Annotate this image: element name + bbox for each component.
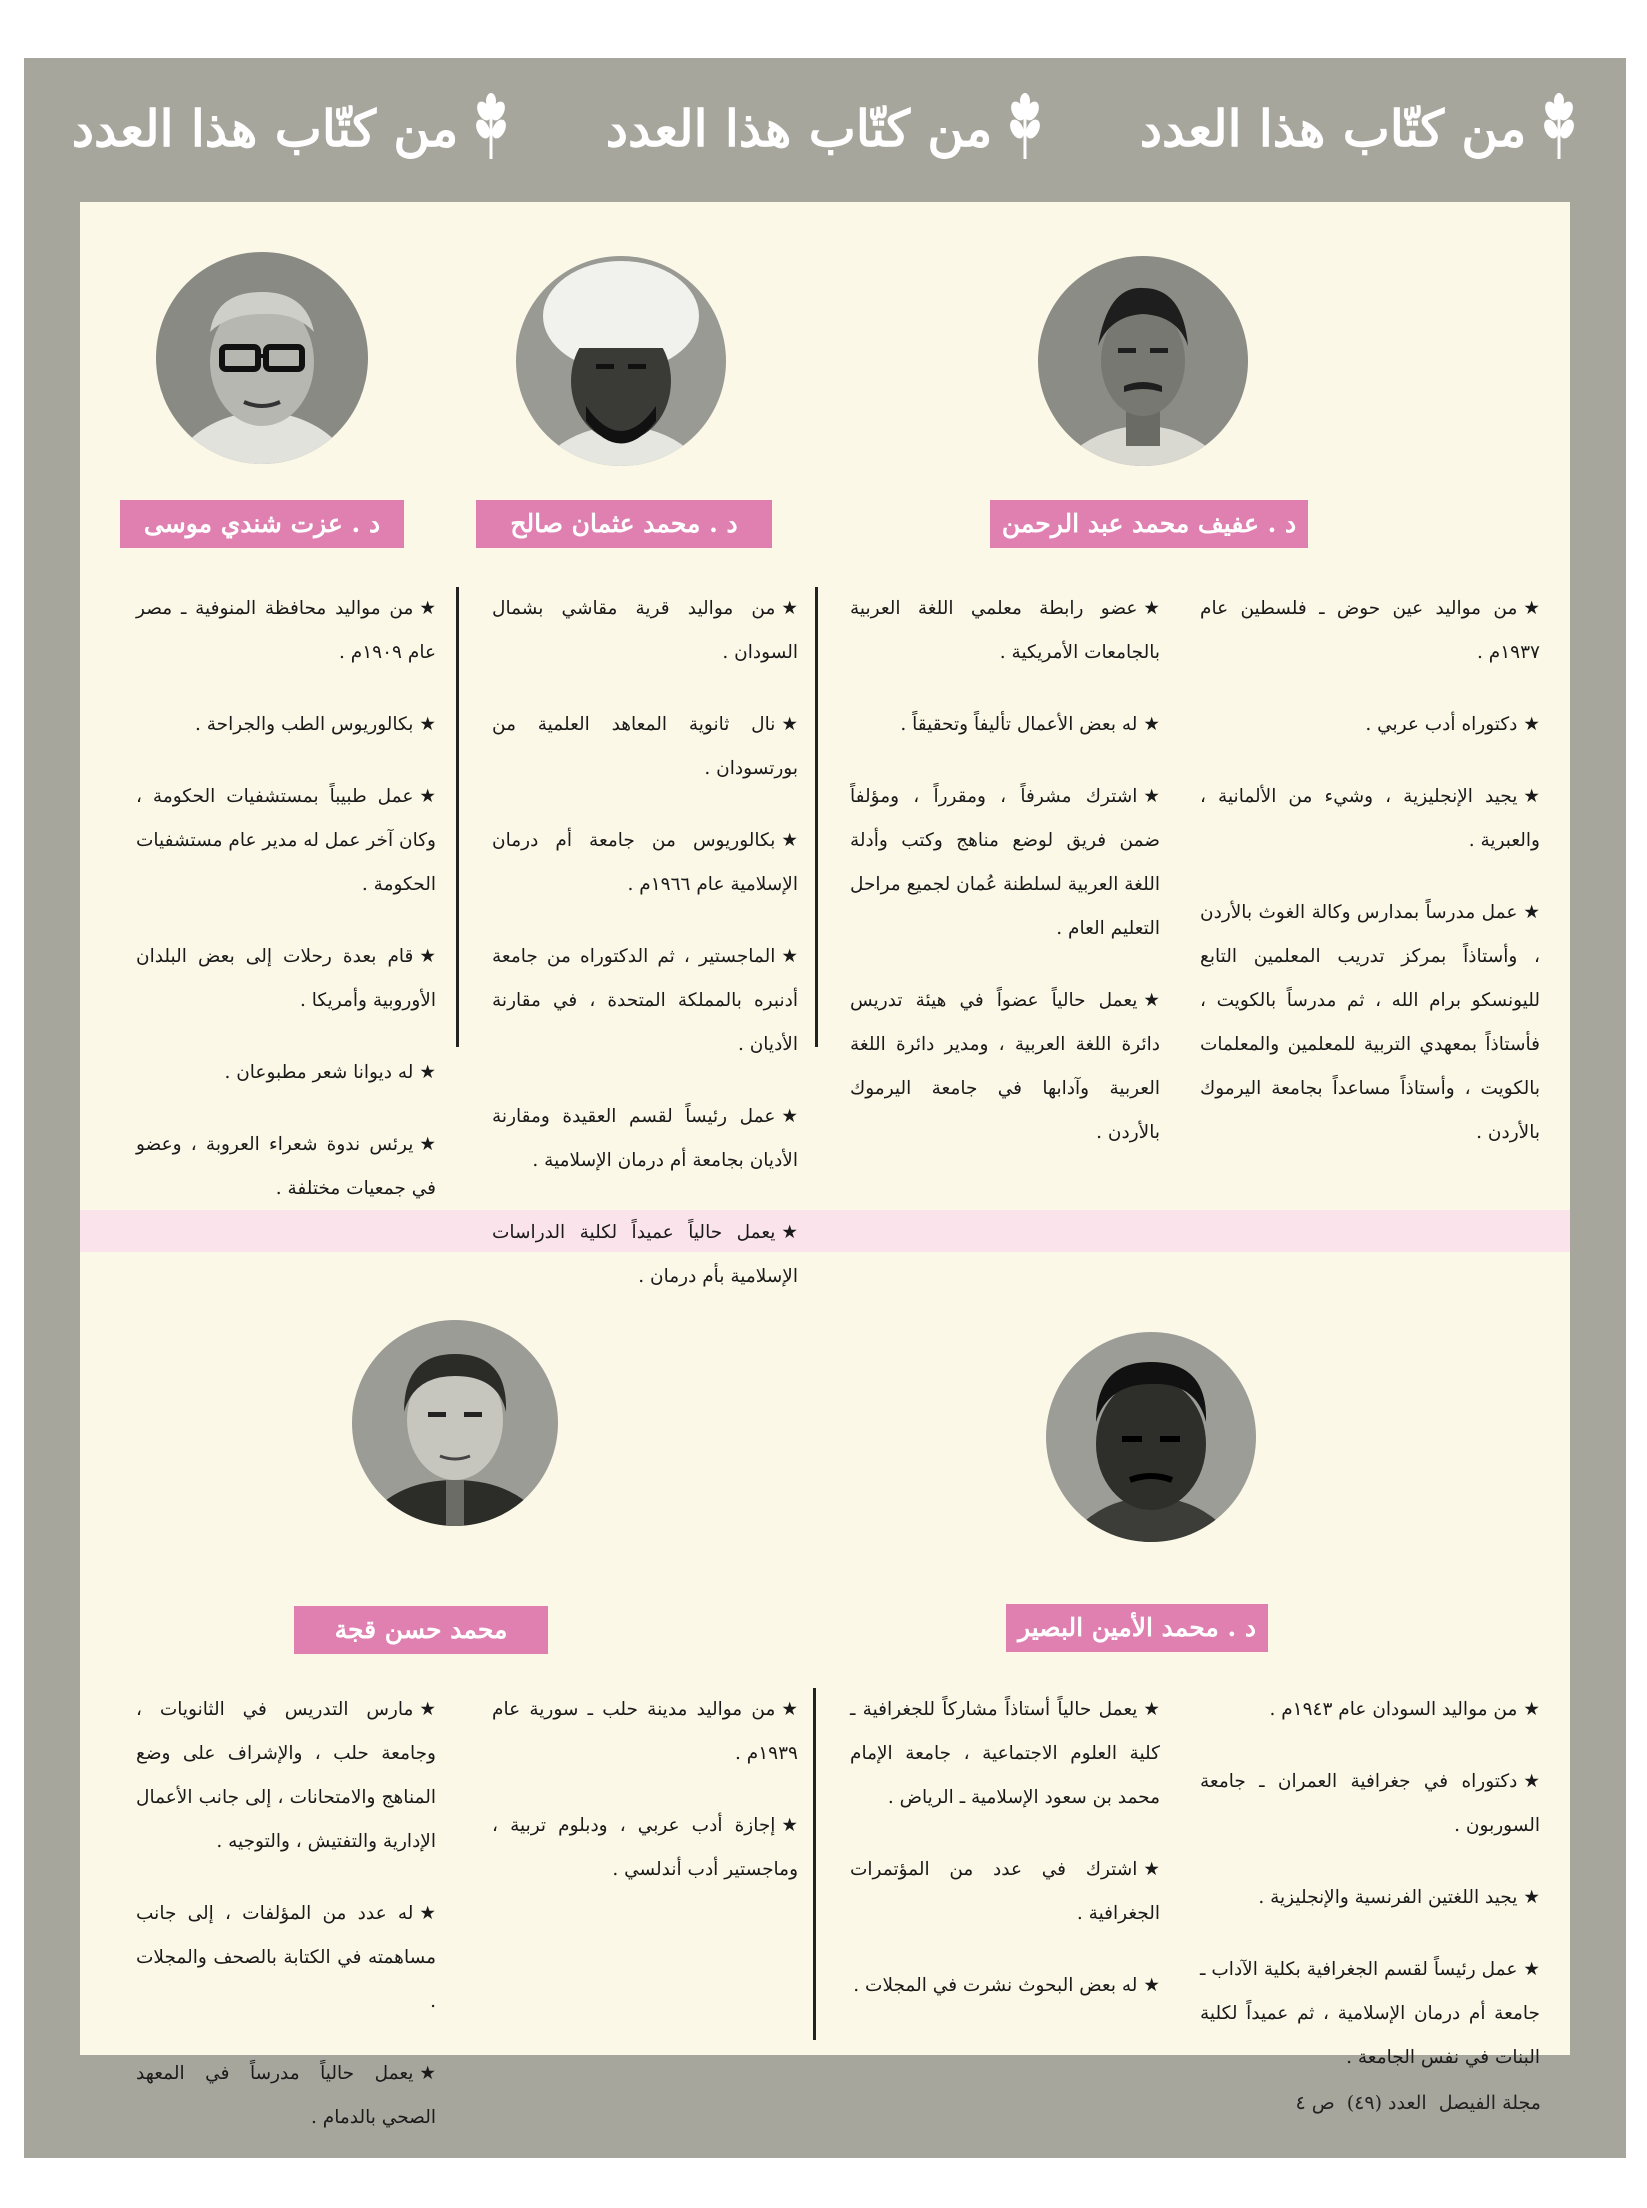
author-bio-column — [850, 587, 1160, 1183]
star-icon: ★ — [419, 946, 436, 967]
header-unit — [606, 93, 1045, 163]
bio-paragraph: ★دكتوراه أدب عربي . — [1200, 703, 1540, 747]
bio-paragraph: ★يرئس ندوة شعراء العروبة ، وعضو في جمعيات مختلفة . — [136, 1123, 436, 1211]
star-icon: ★ — [419, 2063, 436, 2084]
author-name-label: د . عزت شندي موسى — [120, 500, 404, 548]
star-icon: ★ — [1143, 1859, 1160, 1880]
star-icon: ★ — [1523, 1699, 1540, 1720]
bio-paragraph: ★بكالوريوس الطب والجراحة . — [136, 703, 436, 747]
footer-page-number: ص ٤ — [1295, 2092, 1335, 2114]
bio-paragraph: ★عمل طبيباً بمستشفيات الحكومة ، وكان آخر عمل له مدير عام مستشفيات الحكومة . — [136, 775, 436, 907]
star-icon: ★ — [1143, 1975, 1160, 1996]
star-icon: ★ — [419, 598, 436, 619]
bio-paragraph: ★يعمل حالياً عميداً لكلية الدراسات الإسلامية بأم درمان . — [492, 1211, 798, 1299]
author-bio-column — [136, 1688, 436, 2168]
star-icon: ★ — [419, 1903, 436, 1924]
star-icon: ★ — [419, 1134, 436, 1155]
bio-paragraph: ★عمل مدرساً بمدارس وكالة الغوث بالأردن ، وأستاذاً بمركز تدريب المعلمين التابع لليونسكو برام الله ، ثم مدرساً بالكويت ، فأستاذاً بمعهدي التربية للمعلمين والمعلمات بالكويت ، وأستاذاً مساعداً بجامعة اليرموك بالأردن . — [1200, 891, 1540, 1155]
star-icon: ★ — [419, 714, 436, 735]
star-icon: ★ — [781, 1222, 798, 1243]
bio-paragraph: ★عضو رابطة معلمي اللغة العربية بالجامعات الأمريكية . — [850, 587, 1160, 675]
star-icon: ★ — [1523, 902, 1540, 923]
star-icon: ★ — [419, 786, 436, 807]
star-icon: ★ — [1143, 786, 1160, 807]
bio-paragraph: ★اشترك في عدد من المؤتمرات الجغرافية . — [850, 1848, 1160, 1936]
star-icon: ★ — [1143, 598, 1160, 619]
author-photo-ezzat — [156, 252, 368, 464]
star-icon: ★ — [1523, 714, 1540, 735]
star-icon: ★ — [781, 598, 798, 619]
bio-paragraph: ★الماجستير ، ثم الدكتوراه من جامعة أدنبره بالمملكة المتحدة ، في مقارنة الأديان . — [492, 935, 798, 1067]
bio-paragraph: ★دكتوراه في جغرافية العمران ـ جامعة السوربون . — [1200, 1760, 1540, 1848]
star-icon: ★ — [1523, 1959, 1540, 1980]
bio-paragraph: ★عمل رئيساً لقسم الجغرافية بكلية الآداب ـ جامعة أم درمان الإسلامية ، ثم عميداً لكلية البنات في نفس الجامعة . — [1200, 1948, 1540, 2080]
header-unit — [72, 93, 511, 163]
author-bio-column — [1200, 587, 1540, 1183]
author-bio-column — [850, 1688, 1160, 2036]
header-title: من كتّاب هذا العدد — [1139, 98, 1527, 158]
bio-paragraph: ★من مواليد مدينة حلب ـ سورية عام ١٩٣٩م . — [492, 1688, 798, 1776]
author-name-label: د . عفيف محمد عبد الرحمن — [990, 500, 1308, 548]
bio-paragraph: ★من مواليد عين حوض ـ فلسطين عام ١٩٣٧م . — [1200, 587, 1540, 675]
author-name-label: محمد حسن قجة — [294, 1606, 548, 1654]
header-title: من كتّاب هذا العدد — [605, 98, 993, 158]
bio-paragraph: ★قام بعدة رحلات إلى بعض البلدان الأوروبية وأمريكا . — [136, 935, 436, 1023]
column-divider — [813, 1688, 816, 2040]
header-unit — [1140, 93, 1579, 163]
bio-paragraph: ★من مواليد قرية مقاشي بشمال السودان . — [492, 587, 798, 675]
wheat-icon — [1006, 93, 1044, 163]
page-frame — [24, 58, 1626, 2158]
bio-paragraph: ★من مواليد محافظة المنوفية ـ مصر عام ١٩٠٩م . — [136, 587, 436, 675]
star-icon: ★ — [1523, 786, 1540, 807]
bio-paragraph: ★نال ثانوية المعاهد العلمية من بورتسودان . — [492, 703, 798, 791]
author-name-label: د . محمد الأمين البصير — [1006, 1604, 1268, 1652]
bio-paragraph: ★يعمل حالياً مدرساً في المعهد الصحي بالدمام . — [136, 2052, 436, 2140]
bio-paragraph: ★يجيد الإنجليزية ، وشيء من الألمانية ، والعبرية . — [1200, 775, 1540, 863]
author-photo-albasir — [1046, 1332, 1256, 1542]
bio-paragraph: ★يجيد اللغتين الفرنسية والإنجليزية . — [1200, 1876, 1540, 1920]
bio-paragraph: ★من مواليد السودان عام ١٩٤٣م . — [1200, 1688, 1540, 1732]
header-title: من كتّاب هذا العدد — [71, 98, 459, 158]
star-icon: ★ — [1523, 1887, 1540, 1908]
wheat-icon — [472, 93, 510, 163]
star-icon: ★ — [1523, 1771, 1540, 1792]
bio-paragraph: ★له ديوانا شعر مطبوعان . — [136, 1051, 436, 1095]
bio-paragraph: ★له بعض الأعمال تأليفاً وتحقيقاً . — [850, 703, 1160, 747]
star-icon: ★ — [781, 1699, 798, 1720]
author-name-label: د . محمد عثمان صالح — [476, 500, 772, 548]
star-icon: ★ — [1143, 990, 1160, 1011]
author-photo-othman — [516, 256, 726, 466]
star-icon: ★ — [419, 1699, 436, 1720]
bio-paragraph: ★اشترك مشرفاً ، ومقرراً ، ومؤلفاً ضمن فريق لوضع مناهج وكتب وأدلة اللغة العربية لسلطنة عُمان لجميع مراحل التعليم العام . — [850, 775, 1160, 951]
star-icon: ★ — [781, 1815, 798, 1836]
bio-paragraph: ★يعمل حالياً أستاذاً مشاركاً للجغرافية ـ كلية العلوم الاجتماعية ، جامعة الإمام محمد بن سعود الإسلامية ـ الرياض . — [850, 1688, 1160, 1820]
star-icon: ★ — [1523, 598, 1540, 619]
bio-paragraph: ★مارس التدريس في الثانويات ، وجامعة حلب ، والإشراف على وضع المناهج والامتحانات ، إلى جانب الأعمال الإدارية والتفتيش ، والتوجيه . — [136, 1688, 436, 1864]
author-photo-qajja — [352, 1320, 558, 1526]
author-bio-column — [492, 587, 798, 1327]
star-icon: ★ — [419, 1062, 436, 1083]
bio-paragraph: ★له بعض البحوث نشرت في المجلات . — [850, 1964, 1160, 2008]
bio-paragraph: ★إجازة أدب عربي ، ودبلوم تربية ، وماجستير أدب أندلسي . — [492, 1804, 798, 1892]
star-icon: ★ — [781, 830, 798, 851]
page-footer — [1289, 2092, 1541, 2114]
star-icon: ★ — [781, 1106, 798, 1127]
column-divider — [456, 587, 459, 1047]
bio-paragraph: ★له عدد من المؤلفات ، إلى جانب مساهمته في الكتابة بالصحف والمجلات . — [136, 1892, 436, 2024]
author-bio-column — [136, 587, 436, 1239]
bio-paragraph: ★يعمل حالياً عضواً في هيئة تدريس دائرة اللغة العربية ، ومدير دائرة اللغة العربية وآدابها في جامعة اليرموك بالأردن . — [850, 979, 1160, 1155]
star-icon: ★ — [1143, 1699, 1160, 1720]
wheat-icon — [1540, 93, 1578, 163]
author-bio-column — [1200, 1688, 1540, 2108]
footer-issue: العدد (٤٩) — [1346, 2092, 1427, 2114]
star-icon: ★ — [781, 714, 798, 735]
author-bio-column — [492, 1688, 798, 1920]
footer-magazine: مجلة الفيصل — [1438, 2092, 1541, 2114]
page-header — [24, 58, 1626, 198]
star-icon: ★ — [781, 946, 798, 967]
column-divider — [815, 587, 818, 1047]
bio-paragraph: ★بكالوريوس من جامعة أم درمان الإسلامية عام ١٩٦٦م . — [492, 819, 798, 907]
star-icon: ★ — [1143, 714, 1160, 735]
author-photo-afif — [1038, 256, 1248, 466]
bio-paragraph: ★عمل رئيساً لقسم العقيدة ومقارنة الأديان بجامعة أم درمان الإسلامية . — [492, 1095, 798, 1183]
